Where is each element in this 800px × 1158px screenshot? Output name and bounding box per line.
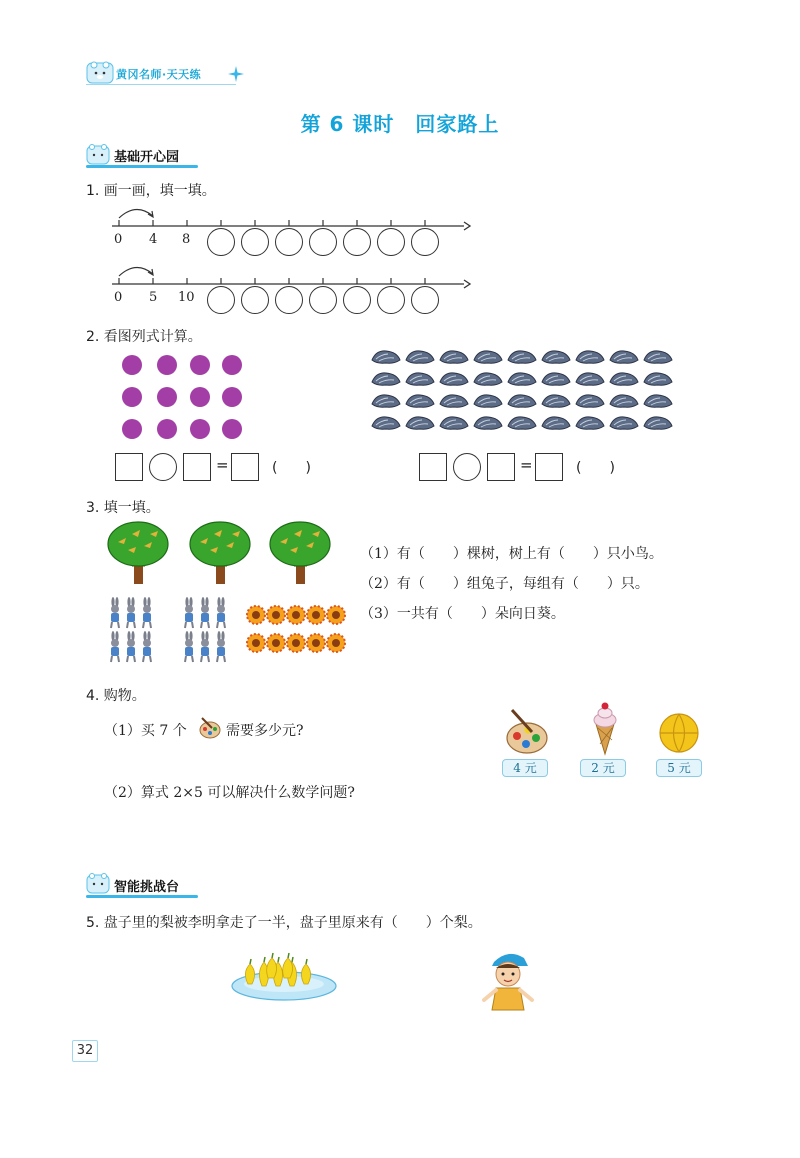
equals-sign: =: [216, 456, 229, 474]
line1-tick-1: 4: [149, 232, 158, 247]
answer-box[interactable]: [231, 453, 259, 481]
section-challenge-title: 智能挑战台: [114, 880, 180, 895]
bear-section-icon: [86, 143, 110, 165]
purple-dot: [222, 387, 242, 407]
line2-tick-2: 10: [178, 290, 195, 305]
purple-dot: [190, 355, 210, 375]
unit-paren[interactable]: ( ): [272, 460, 311, 476]
q3-item-3: （3）一共有（ ）朵向日葵。: [360, 606, 565, 622]
operator-circle[interactable]: [453, 453, 481, 481]
purple-dot: [122, 355, 142, 375]
sparkle-icon: [228, 66, 244, 82]
q5-label: 5. 盘子里的梨被李明拿走了一半，盘子里原来有（ ）个梨。: [86, 915, 482, 931]
ice-cream-icon: [588, 700, 622, 756]
operator-circle[interactable]: [149, 453, 177, 481]
line1-tick-0: 0: [114, 232, 123, 247]
line2-tick-1: 5: [149, 290, 158, 305]
q3-item-2: （2）有（ ）组兔子，每组有（ ）只。: [360, 576, 649, 592]
line2-tick-0: 0: [114, 290, 123, 305]
line2-answer-circle[interactable]: [377, 286, 405, 314]
line1-answer-circle[interactable]: [275, 228, 303, 256]
section-basic-bar: [86, 165, 198, 168]
shells-group: [370, 346, 675, 438]
line2-answer-circle[interactable]: [241, 286, 269, 314]
bear-logo-icon: [86, 60, 116, 86]
purple-dot: [222, 355, 242, 375]
brand-underline: [86, 84, 236, 85]
bear-section-icon: [86, 872, 110, 894]
q1-label: 1. 画一画，填一填。: [86, 183, 216, 199]
line1-answer-circle[interactable]: [377, 228, 405, 256]
answer-box[interactable]: [487, 453, 515, 481]
q4-label: 4. 购物。: [86, 688, 146, 704]
line2-answer-circle[interactable]: [309, 286, 337, 314]
q3-label: 3. 填一填。: [86, 500, 160, 516]
plate-of-pears: [228, 950, 340, 1004]
section-challenge-bar: [86, 895, 198, 898]
yellow-ball-icon: [658, 712, 700, 754]
line2-answer-circle[interactable]: [207, 286, 235, 314]
rabbit-groups: [104, 596, 244, 666]
line1-answer-circle[interactable]: [207, 228, 235, 256]
answer-box[interactable]: [183, 453, 211, 481]
price-tag-ice-cream: 2 元: [580, 759, 626, 777]
brand-name: 黄冈名师·天天练: [116, 68, 202, 81]
line1-answer-circle[interactable]: [241, 228, 269, 256]
page-number: 32: [72, 1040, 98, 1062]
q4-sub2: （2）算式 2×5 可以解决什么数学问题?: [104, 785, 355, 801]
boy-li-ming-icon: [478, 948, 538, 1012]
page-title: 第 6 课时 回家路上: [300, 112, 500, 136]
price-tag-ball: 5 元: [656, 759, 702, 777]
answer-box[interactable]: [115, 453, 143, 481]
equals-sign: =: [520, 456, 533, 474]
line1-tick-2: 8: [182, 232, 191, 247]
trees-with-birds: [104, 518, 344, 586]
purple-dot: [122, 387, 142, 407]
purple-dot: [157, 387, 177, 407]
line2-answer-circle[interactable]: [411, 286, 439, 314]
line2-answer-circle[interactable]: [343, 286, 371, 314]
section-basic-title: 基础开心园: [114, 150, 180, 165]
purple-dot: [122, 419, 142, 439]
answer-box[interactable]: [535, 453, 563, 481]
paint-palette-icon: [198, 716, 222, 740]
sunflowers: [246, 603, 350, 659]
answer-box[interactable]: [419, 453, 447, 481]
q3-item-1: （1）有（ ）棵树，树上有（ ）只小鸟。: [360, 546, 663, 562]
paint-palette-item-icon: [504, 708, 550, 756]
purple-dot: [222, 419, 242, 439]
q4-sub1-prefix: （1）买 7 个: [104, 723, 187, 739]
line1-answer-circle[interactable]: [309, 228, 337, 256]
line1-answer-circle[interactable]: [411, 228, 439, 256]
purple-dot: [190, 387, 210, 407]
unit-paren[interactable]: ( ): [576, 460, 615, 476]
line1-answer-circle[interactable]: [343, 228, 371, 256]
q2-label: 2. 看图列式计算。: [86, 329, 202, 345]
purple-dot: [190, 419, 210, 439]
price-tag-palette: 4 元: [502, 759, 548, 777]
line2-answer-circle[interactable]: [275, 286, 303, 314]
q4-sub1-suffix: 需要多少元?: [226, 723, 304, 739]
purple-dot: [157, 355, 177, 375]
purple-dot: [157, 419, 177, 439]
